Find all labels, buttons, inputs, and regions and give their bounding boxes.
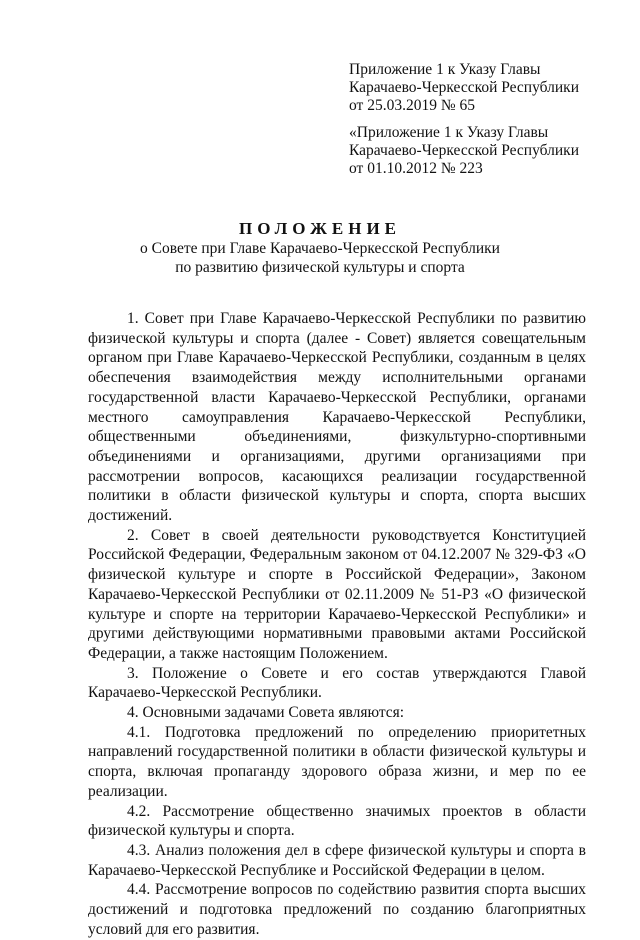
paragraph-3: 3. Положение о Совете и его состав утверждаются Главой Карачаево-Черкесской Республики. [88,664,586,702]
appendix-previous-line-1: «Приложение 1 к Указу Главы [349,124,549,141]
document-heading [0,219,640,277]
appendix-note-previous [349,124,579,178]
paragraph-4-1: 4.1. Подготовка предложений по определению приоритетных направлений государственной политики в области физической культуры и спорта, включая пропаганду здорового образа жизни, и мер по ее реализации. [88,723,586,800]
paragraph-4-2: 4.2. Рассмотрение общественно значимых проектов в области физической культуры и спорта. [88,802,586,840]
appendix-note-current [349,61,579,115]
appendix-current-line-3: от 25.03.2019 № 65 [349,97,475,114]
paragraph-1: 1. Совет при Главе Карачаево-Черкесской Республики по развитию физической культуры и спорта (далее - Совет) является совещательным органом при Главе Карачаево-Черкесской Республики, созданным в целях обеспечения взаимодействия между исполнительными органами государственной власти Карачаево-Черкесской Республики, органами местного самоуправления Карачаево-Черкесской Республики, общественными объединениями, физкультурно-спортивными объединениями и организациями, другими организациями при рассмотрении вопросов, касающихся реализации государственной политики в области физической культуры и спорта, спорта высших достижений. [88,310,586,525]
document-title: ПОЛОЖЕНИЕ [239,219,401,238]
paragraph-4-3: 4.3. Анализ положения дел в сфере физической культуры и спорта в Карачаево-Черкесской Республике и Российской Федерации в целом. [88,841,586,879]
paragraph-2: 2. Совет в своей деятельности руководствуется Конституцией Российской Федерации, Федеральным законом от 04.12.2007 № 329-ФЗ «О физической культуре и спорте в Российской Федерации», Законом Карачаево-Черкесской Республики от 02.11.2009 № 51-РЗ «О физической культуре и спорте на территории Карачаево-Черкесской Республики» и другими действующими нормативными правовыми актами Российской Федерации, а также настоящим Положением. [88,526,586,662]
appendix-current-line-1: Приложение 1 к Указу Главы [349,61,541,78]
document-subtitle-line-2: по развитию физической культуры и спорта [175,259,465,276]
paragraph-4-4: 4.4. Рассмотрение вопросов по содействию развития спорта высших достижений и подготовка предложений по созданию благоприятных условий для его развития. [88,881,586,938]
paragraph-4: 4. Основными задачами Совета являются: [127,704,405,722]
appendix-current-line-2: Карачаево-Черкесской Республики [349,79,579,96]
document-subtitle-line-1: о Совете при Главе Карачаево-Черкесской Республики [140,240,500,257]
document-body [88,309,586,940]
appendix-previous-line-2: Карачаево-Черкесской Республики [349,142,579,159]
appendix-previous-line-3: от 01.10.2012 № 223 [349,160,483,177]
